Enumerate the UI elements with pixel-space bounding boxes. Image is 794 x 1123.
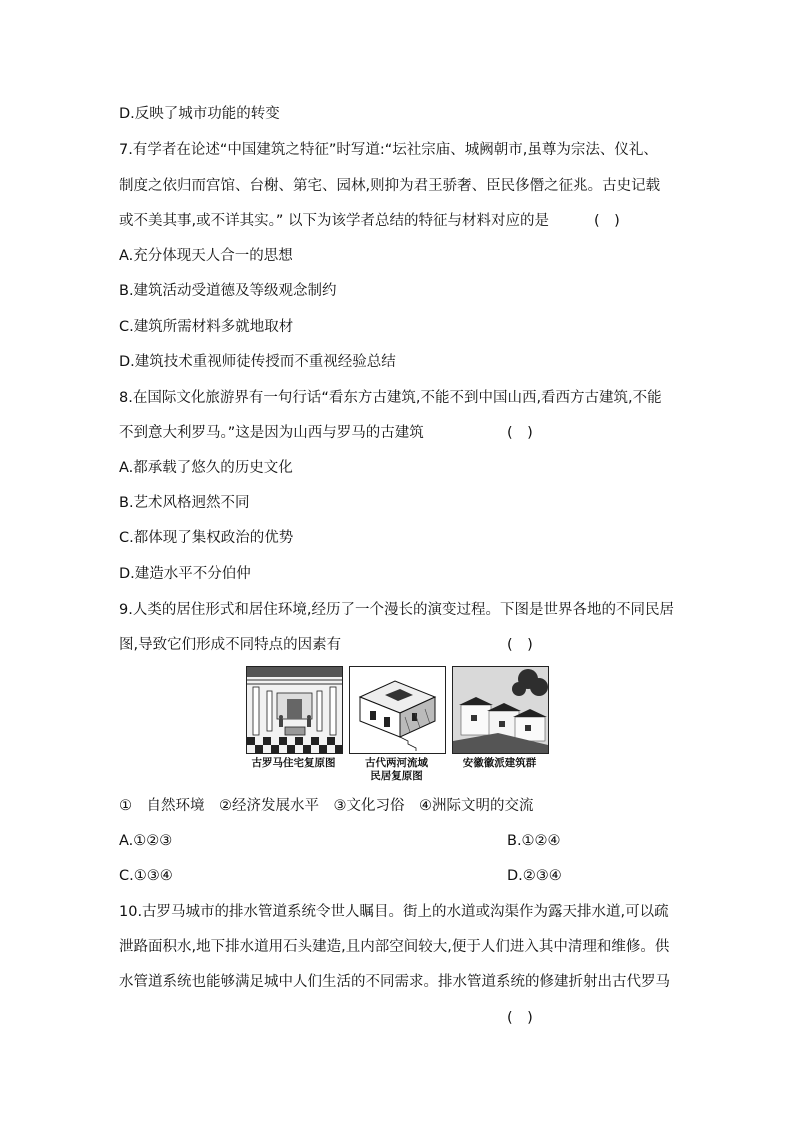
- q8-option-d: D.建造水平不分伯仲: [119, 566, 251, 582]
- q7-option-c: C.建筑所需材料多就地取材: [119, 319, 294, 335]
- figure-3-caption: 安徽徽派建筑群: [462, 757, 537, 769]
- q9-factors-list: ① 自然环境 ②经济发展水平 ③文化习俗 ④洲际文明的交流: [119, 798, 534, 814]
- q10-stem-line-2: 泄路面积水,地下排水道用石头建造,且内部空间较大,便于人们进入其中清理和维修。供: [119, 939, 670, 955]
- q8-option-c: C.都体现了集权政治的优势: [119, 530, 294, 546]
- q10-stem-line-1: 10.古罗马城市的排水管道系统令世人瞩目。街上的水道或沟渠作为露天排水道,可以疏: [119, 904, 669, 920]
- q8-stem-line-2: 不到意大利罗马。”这是因为山西与罗马的古建筑: [119, 425, 424, 441]
- q9-stem-line-1: 9.人类的居住形式和居住环境,经历了一个漫长的演变过程。下图是世界各地的不同民居: [119, 602, 674, 618]
- q10-stem-line-3: 水管道系统也能够满足城中人们生活的不同需求。排水管道系统的修建折射出古代罗马: [119, 974, 670, 990]
- q9-option-b: B.①②④: [507, 833, 561, 849]
- q8-answer-paren: ( ): [507, 425, 533, 441]
- q9-option-d: D.②③④: [507, 868, 562, 884]
- figure-1-caption: 古罗马住宅复原图: [251, 757, 336, 769]
- q7-stem-line-2: 制度之依归而宫馆、台榭、第宅、园林,则抑为君王骄奢、臣民侈僭之征兆。古史记载: [119, 178, 661, 194]
- q7-option-d: D.建筑技术重视师徒传授而不重视经验总结: [119, 354, 396, 370]
- q7-option-a: A.充分体现天人合一的思想: [119, 248, 293, 264]
- q8-stem-line-1: 8.在国际文化旅游界有一句行话“看东方古建筑,不能不到中国山西,看西方古建筑,不能: [119, 390, 662, 406]
- q7-answer-paren: ( ): [594, 213, 620, 229]
- q7-option-b: B.建筑活动受道德及等级观念制约: [119, 283, 337, 299]
- roman-house-illustration: [246, 666, 343, 754]
- figure-2-caption-line-1: 古代两河流域: [365, 757, 428, 769]
- q9-stem-line-2: 图,导致它们形成不同特点的因素有: [119, 637, 342, 653]
- q8-option-a: A.都承载了悠久的历史文化: [119, 460, 293, 476]
- q9-answer-paren: ( ): [507, 637, 533, 653]
- q8-option-b: B.艺术风格迥然不同: [119, 495, 250, 511]
- q6-option-d: D.反映了城市功能的转变: [119, 106, 280, 122]
- q10-answer-paren: ( ): [507, 1010, 533, 1026]
- q9-option-a: A.①②③: [119, 833, 173, 849]
- hui-style-architecture-photo: [452, 666, 549, 754]
- q9-option-c: C.①③④: [119, 868, 173, 884]
- mesopotamian-dwelling-illustration: [349, 666, 446, 754]
- q7-stem-line-1: 7.有学者在论述“中国建筑之特征”时写道:“坛社宗庙、城阙朝市,虽尊为宗法、仪礼、: [119, 142, 658, 158]
- q7-stem-line-3: 或不美其事,或不详其实。” 以下为该学者总结的特征与材料对应的是: [119, 213, 549, 229]
- figure-2-caption-line-2: 民居复原图: [370, 770, 423, 782]
